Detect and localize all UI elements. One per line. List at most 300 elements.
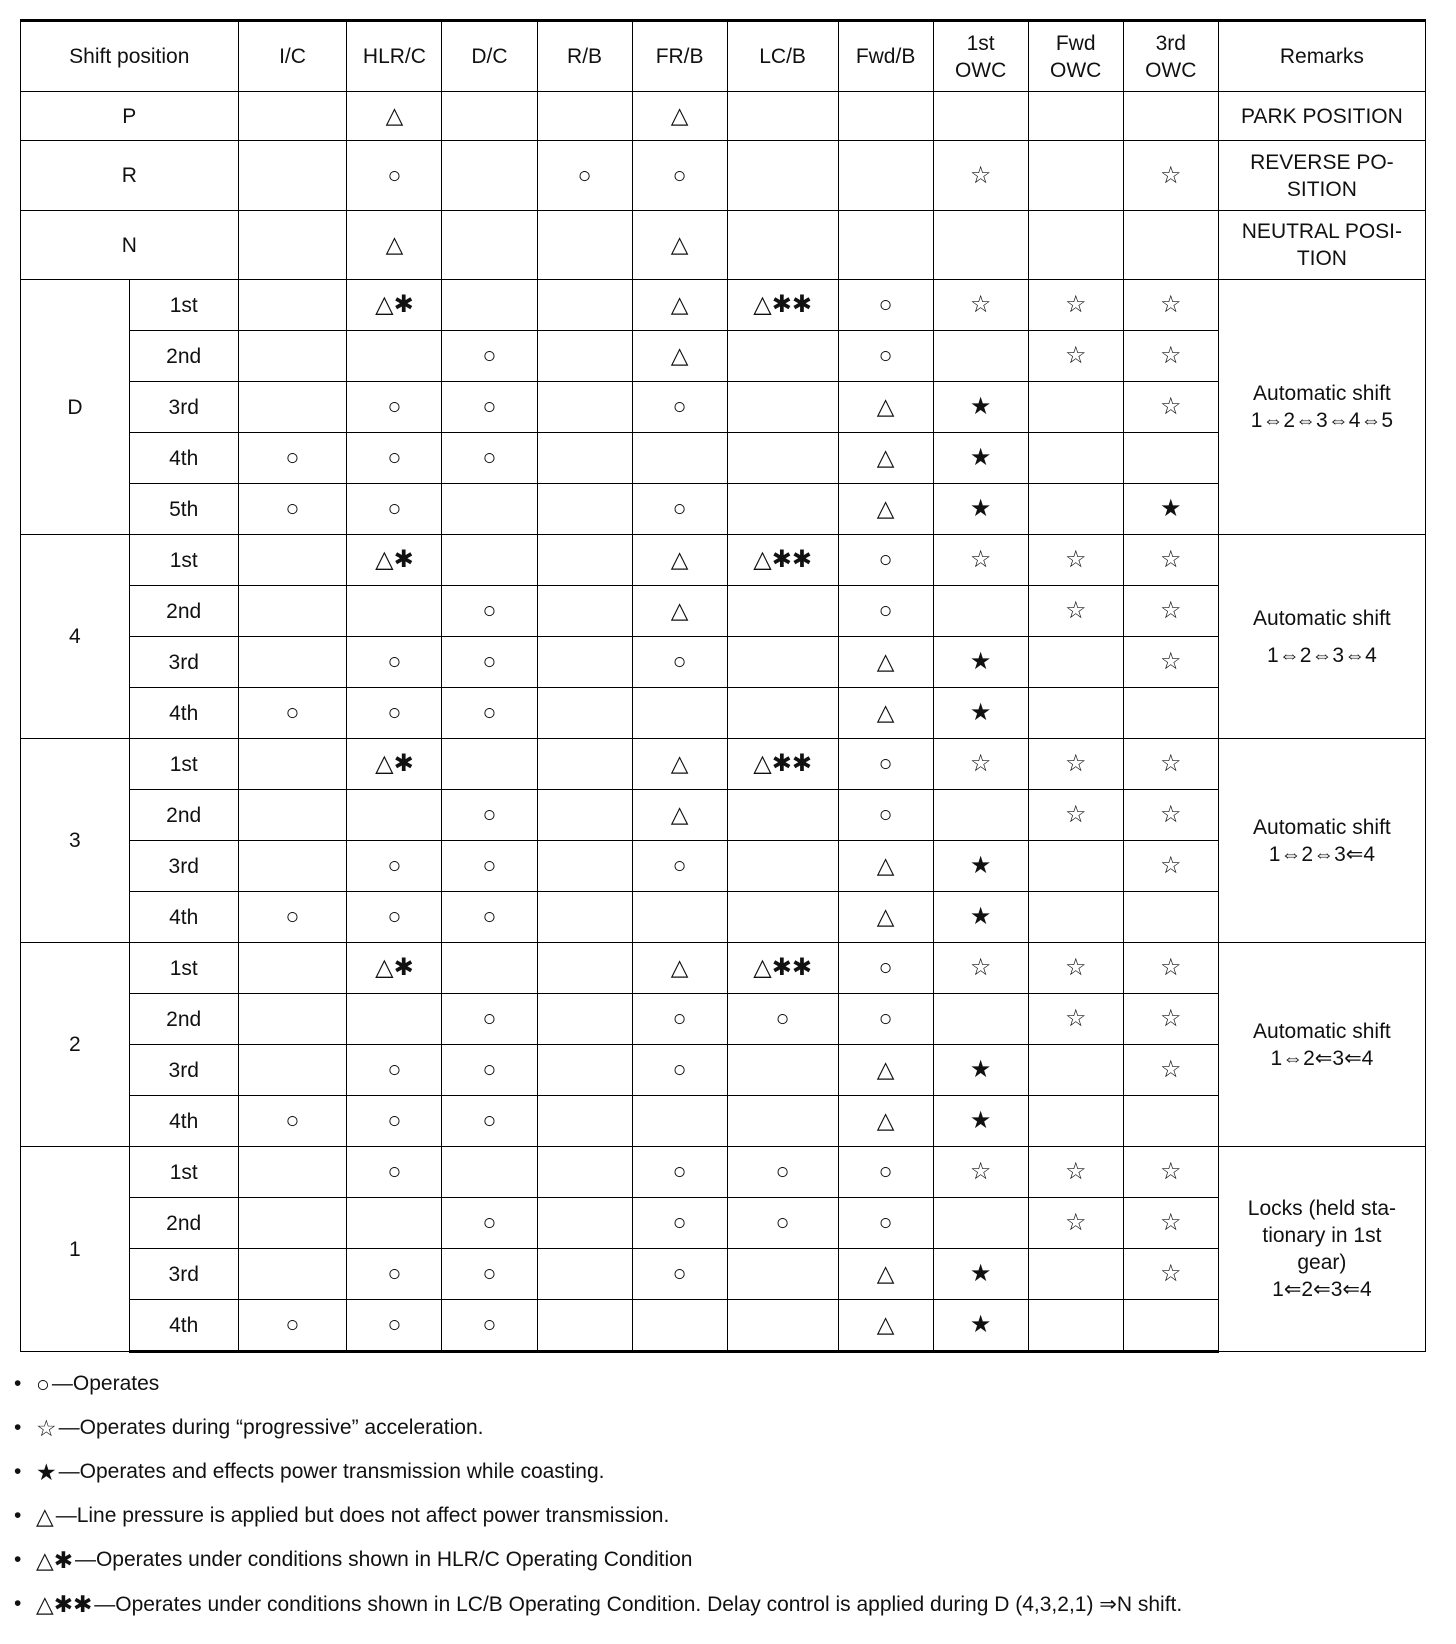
- bullet: •: [14, 1548, 22, 1571]
- circle-icon: ○: [775, 1209, 790, 1235]
- cell-dc: [442, 841, 537, 892]
- triangle-icon: △: [876, 444, 895, 470]
- cell-hlrc: [347, 280, 442, 331]
- cell-hlrc: [347, 1096, 442, 1147]
- table-row: [21, 586, 1426, 637]
- circle-icon: ○: [482, 699, 497, 725]
- cell-hlrc: [347, 790, 442, 841]
- header-remarks: Remarks: [1218, 21, 1425, 92]
- cell-fwdb: [838, 280, 933, 331]
- cell-lcb: [727, 535, 838, 586]
- cell-hlrc: [347, 331, 442, 382]
- cell-lcb: [727, 1147, 838, 1198]
- gear-cell: 4th: [129, 1300, 238, 1352]
- cell-rb: [537, 382, 632, 433]
- circle-icon: ○: [387, 495, 402, 521]
- circle-icon: ○: [387, 903, 402, 929]
- cell-frb: [632, 484, 727, 535]
- star-outline-icon: ☆: [1160, 342, 1182, 369]
- star-outline-icon: ☆: [1064, 954, 1087, 981]
- circle-icon: ○: [878, 342, 893, 368]
- cell-lcb: [727, 280, 838, 331]
- gear-cell: 5th: [129, 484, 238, 535]
- circle-icon: ○: [36, 1370, 50, 1397]
- cell-dc: [442, 790, 537, 841]
- circle-icon: ○: [577, 161, 592, 188]
- table-row: [21, 790, 1426, 841]
- circle-icon: ○: [387, 1056, 402, 1082]
- cell-hlrc: [347, 141, 442, 211]
- triangle-icon: △: [670, 102, 689, 128]
- cell-owc-fwd: [1028, 535, 1123, 586]
- cell-owc-3rd: [1123, 841, 1218, 892]
- cell-owc-1st: [933, 331, 1028, 382]
- remarks-line: PARK POSITION: [1240, 104, 1403, 128]
- remarks-cell: [1218, 141, 1425, 211]
- triangle-icon: △: [385, 102, 404, 128]
- star-outline-icon: ☆: [1064, 597, 1087, 624]
- cell-owc-3rd: [1123, 1147, 1218, 1198]
- star-outline-icon: ☆: [1160, 291, 1182, 318]
- triangle-asterisk-icon: △✱: [375, 750, 414, 777]
- star-filled-icon: ★: [969, 852, 992, 879]
- remarks-cell: [1218, 92, 1425, 141]
- cell-ic: [238, 892, 347, 943]
- cell-frb: [632, 211, 727, 280]
- cell-rb: [537, 994, 632, 1045]
- circle-icon: ○: [672, 1005, 687, 1031]
- cell-frb: [632, 892, 727, 943]
- cell-ic: [238, 211, 347, 280]
- cell-owc-3rd: [1123, 994, 1218, 1045]
- triangle-icon: △: [876, 393, 895, 419]
- shift-operation-sheet: [20, 19, 1426, 1353]
- table-row: [21, 739, 1426, 790]
- cell-rb: [537, 1249, 632, 1300]
- cell-owc-1st: [933, 211, 1028, 280]
- cell-frb: [632, 280, 727, 331]
- shift-position-cell: 4: [21, 535, 130, 739]
- cell-dc: [442, 280, 537, 331]
- circle-icon: ○: [482, 1005, 497, 1031]
- cell-lcb: [727, 382, 838, 433]
- remarks-line: gear): [1297, 1251, 1347, 1274]
- cell-owc-fwd: [1028, 1300, 1123, 1352]
- cell-owc-fwd: [1028, 1249, 1123, 1300]
- table-row: [21, 331, 1426, 382]
- cell-lcb: [727, 92, 838, 141]
- cell-hlrc: [347, 688, 442, 739]
- cell-lcb: [727, 688, 838, 739]
- cell-frb: [632, 331, 727, 382]
- cell-frb: [632, 637, 727, 688]
- cell-fwdb: [838, 535, 933, 586]
- star-outline-icon: ☆: [1064, 750, 1087, 777]
- cell-owc-1st: [933, 92, 1028, 141]
- cell-rb: [537, 211, 632, 280]
- circle-icon: ○: [482, 852, 497, 878]
- cell-dc: [442, 484, 537, 535]
- remarks-line: Automatic shift: [1253, 1019, 1391, 1043]
- cell-frb: [632, 92, 727, 141]
- cell-lcb: [727, 1300, 838, 1352]
- circle-icon: ○: [482, 597, 497, 623]
- star-outline-icon: ☆: [1160, 801, 1182, 828]
- cell-hlrc: [347, 1300, 442, 1352]
- triangle-double-asterisk-icon: △✱✱: [753, 750, 812, 777]
- star-outline-icon: ☆: [1160, 648, 1182, 675]
- cell-owc-fwd: [1028, 331, 1123, 382]
- star-outline-icon: ☆: [1160, 1005, 1182, 1032]
- cell-hlrc: [347, 382, 442, 433]
- cell-dc: [442, 637, 537, 688]
- circle-icon: ○: [387, 1158, 402, 1184]
- cell-fwdb: [838, 586, 933, 637]
- remarks-line: 1⇔2⇔3⇔4: [1267, 643, 1377, 667]
- cell-fwdb: [838, 1096, 933, 1147]
- table-row: [21, 943, 1426, 994]
- cell-owc-3rd: [1123, 739, 1218, 790]
- star-outline-icon: ☆: [1160, 597, 1182, 624]
- cell-lcb: [727, 433, 838, 484]
- cell-owc-3rd: [1123, 790, 1218, 841]
- cell-fwdb: [838, 331, 933, 382]
- cell-rb: [537, 1096, 632, 1147]
- star-outline-icon: ☆: [1160, 1158, 1182, 1185]
- cell-dc: [442, 1249, 537, 1300]
- cell-frb: [632, 141, 727, 211]
- cell-fwdb: [838, 994, 933, 1045]
- star-outline-icon: ☆: [1064, 801, 1087, 828]
- cell-owc-3rd: [1123, 1300, 1218, 1352]
- star-outline-icon: ☆: [1064, 342, 1087, 369]
- cell-owc-1st: [933, 141, 1028, 211]
- circle-icon: ○: [387, 1260, 402, 1286]
- cell-fwdb: [838, 211, 933, 280]
- cell-owc-fwd: [1028, 1147, 1123, 1198]
- header-1st-owc-line2: OWC: [954, 58, 1007, 82]
- cell-ic: [238, 1198, 347, 1249]
- cell-dc: [442, 1300, 537, 1352]
- circle-icon: ○: [285, 1107, 300, 1133]
- star-outline-icon: ☆: [1160, 750, 1182, 777]
- remarks-line: REVERSE PO-: [1250, 150, 1394, 174]
- cell-owc-1st: [933, 637, 1028, 688]
- cell-owc-3rd: [1123, 433, 1218, 484]
- star-filled-icon: ★: [969, 393, 992, 420]
- triangle-icon: △: [670, 546, 689, 572]
- circle-icon: ○: [482, 1311, 497, 1337]
- cell-hlrc: [347, 1198, 442, 1249]
- gear-cell: 3rd: [129, 1045, 238, 1096]
- header-fwd-owc: [1028, 21, 1123, 92]
- cell-rb: [537, 739, 632, 790]
- cell-hlrc: [347, 92, 442, 141]
- header-row: [21, 21, 1426, 92]
- cell-rb: [537, 92, 632, 141]
- circle-icon: ○: [285, 903, 300, 929]
- gear-cell: 1st: [129, 535, 238, 586]
- circle-icon: ○: [878, 1005, 893, 1031]
- cell-rb: [537, 433, 632, 484]
- cell-ic: [238, 484, 347, 535]
- cell-owc-3rd: [1123, 280, 1218, 331]
- cell-owc-1st: [933, 382, 1028, 433]
- remarks-line: Automatic shift: [1253, 382, 1391, 405]
- triangle-icon: △: [670, 231, 689, 257]
- cell-frb: [632, 1198, 727, 1249]
- star-outline-icon: ☆: [969, 161, 992, 189]
- cell-owc-3rd: [1123, 484, 1218, 535]
- table-row: [21, 92, 1426, 141]
- cell-owc-fwd: [1028, 1198, 1123, 1249]
- circle-icon: ○: [387, 444, 402, 470]
- cell-owc-3rd: [1123, 586, 1218, 637]
- gear-cell: 3rd: [129, 1249, 238, 1300]
- cell-frb: [632, 1045, 727, 1096]
- cell-ic: [238, 994, 347, 1045]
- circle-icon: ○: [285, 444, 300, 470]
- cell-frb: [632, 1300, 727, 1352]
- shift-position-cell: 1: [21, 1147, 130, 1352]
- remarks-line: NEUTRAL POSI-: [1241, 220, 1403, 243]
- cell-hlrc: [347, 943, 442, 994]
- cell-ic: [238, 1300, 347, 1352]
- cell-lcb: [727, 1096, 838, 1147]
- cell-frb: [632, 739, 727, 790]
- cell-fwdb: [838, 1045, 933, 1096]
- circle-icon: ○: [387, 1107, 402, 1133]
- cell-owc-fwd: [1028, 841, 1123, 892]
- cell-fwdb: [838, 484, 933, 535]
- circle-icon: ○: [482, 342, 497, 368]
- table-row: [21, 637, 1426, 688]
- cell-fwdb: [838, 688, 933, 739]
- circle-icon: ○: [672, 1158, 687, 1184]
- cell-ic: [238, 1249, 347, 1300]
- cell-ic: [238, 688, 347, 739]
- triangle-icon: △: [670, 801, 689, 827]
- circle-icon: ○: [878, 954, 893, 980]
- cell-lcb: [727, 892, 838, 943]
- cell-owc-3rd: [1123, 331, 1218, 382]
- remarks-line: 1⇔2⇐3⇐4: [1270, 1046, 1374, 1070]
- circle-icon: ○: [878, 597, 893, 623]
- cell-rb: [537, 688, 632, 739]
- cell-lcb: [727, 484, 838, 535]
- star-filled-icon: ★: [969, 1056, 992, 1083]
- cell-owc-1st: [933, 1300, 1028, 1352]
- table-row: [21, 535, 1426, 586]
- cell-owc-fwd: [1028, 739, 1123, 790]
- cell-ic: [238, 1147, 347, 1198]
- header-3rd-owc-line1: 3rd: [1155, 31, 1186, 55]
- cell-fwdb: [838, 1147, 933, 1198]
- cell-ic: [238, 535, 347, 586]
- cell-owc-1st: [933, 841, 1028, 892]
- table-row: [21, 1300, 1426, 1352]
- cell-owc-3rd: [1123, 141, 1218, 211]
- gear-cell: 2nd: [129, 994, 238, 1045]
- cell-owc-1st: [933, 739, 1028, 790]
- circle-icon: ○: [672, 393, 687, 419]
- shift-position-cell: P: [21, 92, 239, 141]
- circle-icon: ○: [878, 750, 893, 776]
- legend-item: [14, 1582, 1182, 1626]
- cell-owc-1st: [933, 892, 1028, 943]
- cell-rb: [537, 637, 632, 688]
- cell-dc: [442, 1198, 537, 1249]
- star-outline-icon: ☆: [969, 1158, 992, 1185]
- cell-dc: [442, 1045, 537, 1096]
- cell-fwdb: [838, 739, 933, 790]
- header-fwdb: Fwd/B: [838, 21, 933, 92]
- header-ic: I/C: [238, 21, 347, 92]
- gear-cell: 1st: [129, 280, 238, 331]
- remarks-line: 1⇐2⇐3⇐4: [1272, 1278, 1372, 1301]
- table-row: [21, 433, 1426, 484]
- gear-cell: 2nd: [129, 1198, 238, 1249]
- cell-fwdb: [838, 637, 933, 688]
- star-filled-icon: ★: [969, 648, 992, 675]
- legend-item: [14, 1362, 1182, 1406]
- circle-icon: ○: [672, 1209, 687, 1235]
- star-outline-icon: ☆: [1160, 1209, 1182, 1236]
- circle-icon: ○: [387, 393, 402, 419]
- cell-rb: [537, 1300, 632, 1352]
- legend-text: —Operates under conditions shown in HLR/C Operating Condition: [74, 1548, 693, 1571]
- star-outline-icon: ☆: [969, 291, 992, 318]
- gear-cell: 2nd: [129, 790, 238, 841]
- triangle-icon: △: [876, 903, 895, 929]
- header-1st-owc: [933, 21, 1028, 92]
- star-filled-icon: ★: [969, 444, 992, 471]
- cell-frb: [632, 790, 727, 841]
- cell-hlrc: [347, 739, 442, 790]
- triangle-asterisk-icon: △✱: [36, 1546, 73, 1573]
- cell-ic: [238, 433, 347, 484]
- cell-hlrc: [347, 841, 442, 892]
- circle-icon: ○: [672, 852, 687, 878]
- cell-owc-3rd: [1123, 943, 1218, 994]
- cell-rb: [537, 586, 632, 637]
- cell-owc-fwd: [1028, 1096, 1123, 1147]
- cell-lcb: [727, 637, 838, 688]
- legend-text: —Operates under conditions shown in LC/B Operating Condition. Delay control is applied during D (4,3,2,1) ⇒N shift.: [94, 1592, 1183, 1616]
- header-lcb: LC/B: [727, 21, 838, 92]
- circle-icon: ○: [482, 393, 497, 419]
- cell-owc-fwd: [1028, 586, 1123, 637]
- star-filled-icon: ★: [1160, 495, 1182, 522]
- star-outline-icon: ☆: [1160, 546, 1182, 573]
- cell-lcb: [727, 841, 838, 892]
- cell-ic: [238, 790, 347, 841]
- cell-frb: [632, 433, 727, 484]
- cell-owc-1st: [933, 484, 1028, 535]
- cell-fwdb: [838, 1249, 933, 1300]
- table-body: [21, 92, 1426, 1352]
- cell-rb: [537, 1147, 632, 1198]
- circle-icon: ○: [387, 1311, 402, 1337]
- remarks-line: TION: [1296, 247, 1347, 270]
- gear-cell: 3rd: [129, 382, 238, 433]
- cell-frb: [632, 1249, 727, 1300]
- remarks-line: 1⇔2⇔3⇔4⇔5: [1250, 409, 1394, 432]
- cell-owc-3rd: [1123, 1096, 1218, 1147]
- cell-fwdb: [838, 841, 933, 892]
- star-outline-icon: ☆: [1160, 1056, 1182, 1083]
- cell-ic: [238, 586, 347, 637]
- cell-owc-1st: [933, 1045, 1028, 1096]
- table-row: [21, 841, 1426, 892]
- circle-icon: ○: [878, 1158, 893, 1184]
- remarks-cell: [1218, 739, 1425, 943]
- cell-hlrc: [347, 892, 442, 943]
- header-dc: D/C: [442, 21, 537, 92]
- remarks-line: 1⇔2⇔3⇐4: [1268, 842, 1376, 866]
- gear-cell: 4th: [129, 433, 238, 484]
- cell-dc: [442, 211, 537, 280]
- cell-owc-fwd: [1028, 433, 1123, 484]
- cell-rb: [537, 1045, 632, 1096]
- star-outline-icon: ☆: [1160, 954, 1182, 981]
- cell-ic: [238, 943, 347, 994]
- cell-fwdb: [838, 92, 933, 141]
- circle-icon: ○: [482, 444, 497, 470]
- cell-owc-1st: [933, 586, 1028, 637]
- bullet: •: [14, 1592, 22, 1615]
- cell-ic: [238, 1096, 347, 1147]
- bullet: •: [14, 1504, 22, 1527]
- triangle-double-asterisk-icon: △✱✱: [36, 1590, 93, 1617]
- circle-icon: ○: [285, 1311, 300, 1337]
- header-rb: R/B: [537, 21, 632, 92]
- shift-position-cell: R: [21, 141, 239, 211]
- cell-ic: [238, 280, 347, 331]
- gear-cell: 2nd: [129, 586, 238, 637]
- remarks-cell: [1218, 1147, 1425, 1352]
- cell-owc-1st: [933, 1249, 1028, 1300]
- circle-icon: ○: [482, 1056, 497, 1082]
- cell-owc-fwd: [1028, 1045, 1123, 1096]
- table-row: [21, 280, 1426, 331]
- cell-hlrc: [347, 1147, 442, 1198]
- header-1st-owc-line1: 1st: [966, 31, 995, 55]
- cell-rb: [537, 790, 632, 841]
- remarks-line: SITION: [1286, 177, 1357, 201]
- star-outline-icon: ☆: [1064, 546, 1087, 573]
- star-filled-icon: ★: [969, 903, 992, 930]
- header-fwd-owc-line2: OWC: [1050, 58, 1102, 82]
- circle-icon: ○: [482, 801, 497, 827]
- header-shift-position: Shift position: [21, 21, 239, 92]
- star-outline-icon: ☆: [969, 546, 992, 573]
- table-row: [21, 382, 1426, 433]
- cell-owc-fwd: [1028, 382, 1123, 433]
- legend-text: —Operates and effects power transmission while coasting.: [58, 1460, 605, 1483]
- cell-hlrc: [347, 433, 442, 484]
- cell-owc-3rd: [1123, 637, 1218, 688]
- header-fwd-owc-line1: Fwd: [1055, 31, 1096, 55]
- circle-icon: ○: [775, 1005, 790, 1031]
- cell-fwdb: [838, 141, 933, 211]
- cell-owc-3rd: [1123, 382, 1218, 433]
- table-row: [21, 211, 1426, 280]
- remarks-line: Locks (held sta-: [1247, 1197, 1397, 1220]
- circle-icon: ○: [482, 648, 497, 674]
- cell-owc-3rd: [1123, 211, 1218, 280]
- circle-icon: ○: [878, 546, 893, 572]
